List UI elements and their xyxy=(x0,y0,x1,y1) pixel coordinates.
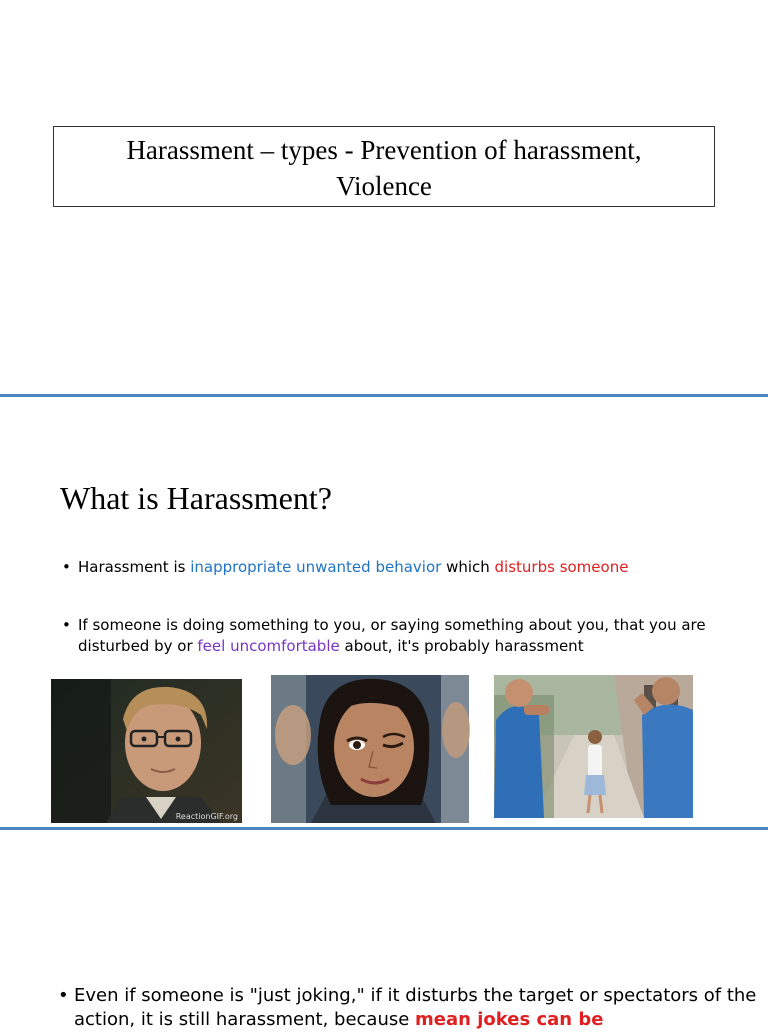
title-box xyxy=(53,126,715,207)
bullet-explanation xyxy=(62,615,712,657)
slide-title xyxy=(0,0,768,394)
bullet-dot-icon: • xyxy=(58,985,69,1006)
slide-heading: What is Harassment? xyxy=(60,480,332,516)
whistle-street-illustration xyxy=(494,675,693,818)
image-watermark: ReactionGIF.org xyxy=(175,812,238,821)
winking-girl-illustration xyxy=(271,675,469,823)
bullet-text: which xyxy=(441,558,495,576)
bullet-joking xyxy=(58,984,758,1032)
bullet-dot-icon: • xyxy=(62,558,71,576)
bullet-text: If someone is doing something to you, or saying something about you, that you are disturbed by or xyxy=(78,616,706,655)
highlight-text: mean jokes can be xyxy=(415,1009,604,1030)
slide-what-is-harassment xyxy=(0,397,768,827)
bullet-text: Harassment is xyxy=(78,558,191,576)
bullet-definition xyxy=(62,557,712,578)
photo-whistle-blowing xyxy=(494,675,693,818)
highlight-text: disturbs someone xyxy=(494,558,629,576)
bullet-text: Even if someone is "just joking," if it disturbs the target or spectators of the action, it is still harassment, because xyxy=(74,985,757,1030)
staring-man-illustration xyxy=(51,679,242,823)
bullet-text: about, it's probably harassment xyxy=(339,637,584,655)
highlight-text: feel uncomfortable xyxy=(197,637,340,655)
bullet-dot-icon: • xyxy=(62,616,71,634)
photo-staring-look xyxy=(51,679,242,823)
title-line-2: Violence xyxy=(336,171,432,201)
photo-one-eye-blink xyxy=(271,675,469,823)
slide-joking xyxy=(0,830,768,1030)
highlight-text: inappropriate unwanted behavior xyxy=(190,558,442,576)
title-line-1: Harassment – types - Prevention of harassment, xyxy=(126,135,642,165)
